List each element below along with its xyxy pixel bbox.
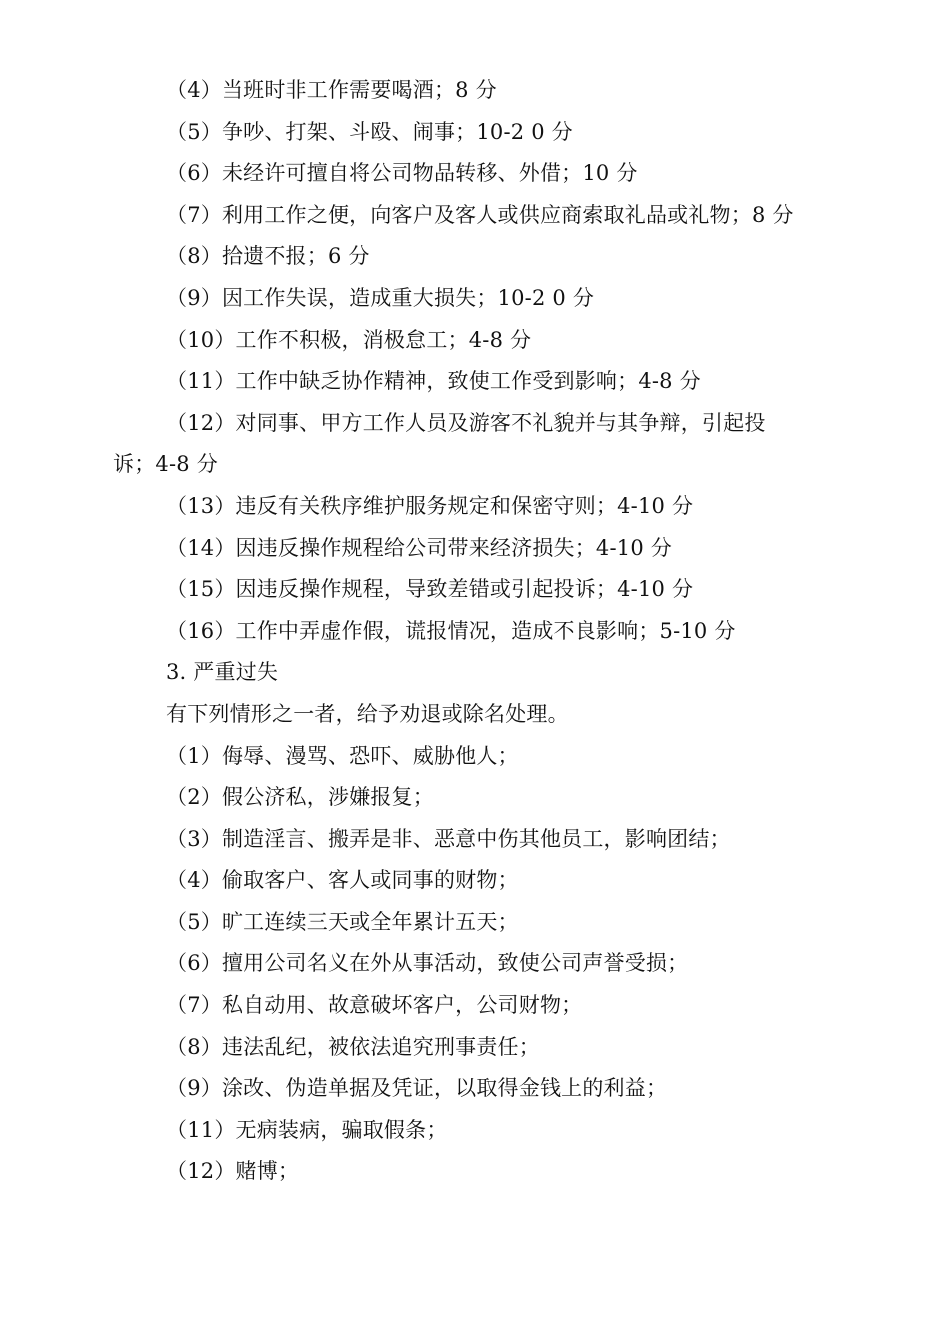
paragraph-line: （1）侮辱、漫骂、恐吓、威胁他人； [166, 743, 519, 768]
paragraph-line: （6）未经许可擅自将公司物品转移、外借；10 分 [166, 161, 638, 186]
paragraph-line: （12）对同事、甲方工作人员及游客不礼貌并与其争辩，引起投 [166, 410, 766, 435]
paragraph-line: （4）当班时非工作需要喝酒；8 分 [166, 78, 497, 102]
paragraph-line: （7）利用工作之便，向客户及客人或供应商索取礼品或礼物；8 分 [166, 202, 794, 227]
paragraph-line: （9）涂改、伪造单据及凭证，以取得金钱上的利益； [166, 1076, 668, 1101]
paragraph-line: （13）违反有关秩序维护服务规定和保密守则；4-10 分 [166, 493, 694, 518]
paragraph-line: （12）赌博； [166, 1159, 300, 1184]
paragraph-line: 有下列情形之一者，给予劝退或除名处理。 [166, 701, 569, 726]
paragraph-line: （6）擅用公司名义在外从事活动，致使公司声誉受损； [166, 951, 689, 976]
paragraph-line: （16）工作中弄虚作假，谎报情况，造成不良影响；5-10 分 [166, 618, 736, 643]
paragraph-line: （3）制造淫言、搬弄是非、恶意中伤其他员工，影响团结； [166, 826, 731, 851]
paragraph-line: （11）无病装病，骗取假条； [166, 1117, 448, 1142]
paragraph-line: （2）假公济私，涉嫌报复； [166, 785, 434, 810]
paragraph-line: （4）偷取客户、客人或同事的财物； [166, 868, 519, 893]
paragraph-line: （5）争吵、打架、斗殴、闹事；10-2 0 分 [166, 119, 573, 144]
paragraph-line: （8）拾遗不报；6 分 [166, 244, 370, 269]
paragraph-line-continuation: 诉；4-8 分 [113, 452, 218, 477]
paragraph-line: （5）旷工连续三天或全年累计五天； [166, 909, 519, 934]
paragraph-line: （7）私自动用、故意破坏客户，公司财物； [166, 993, 583, 1018]
paragraph-line: （14）因违反操作规程给公司带来经济损失；4-10 分 [166, 535, 672, 560]
document-body [0, 70, 950, 1193]
paragraph-line: （10）工作不积极，消极怠工；4-8 分 [166, 327, 532, 352]
section-heading: 3. 严重过失 [166, 660, 279, 685]
paragraph-line: （15）因违反操作规程，导致差错或引起投诉；4-10 分 [166, 577, 694, 602]
paragraph-line: （8）违法乱纪，被依法追究刑事责任； [166, 1034, 540, 1059]
paragraph-line: （11）工作中缺乏协作精神，致使工作受到影响；4-8 分 [166, 369, 701, 394]
paragraph-line: （9）因工作失误，造成重大损失；10-2 0 分 [166, 285, 595, 310]
